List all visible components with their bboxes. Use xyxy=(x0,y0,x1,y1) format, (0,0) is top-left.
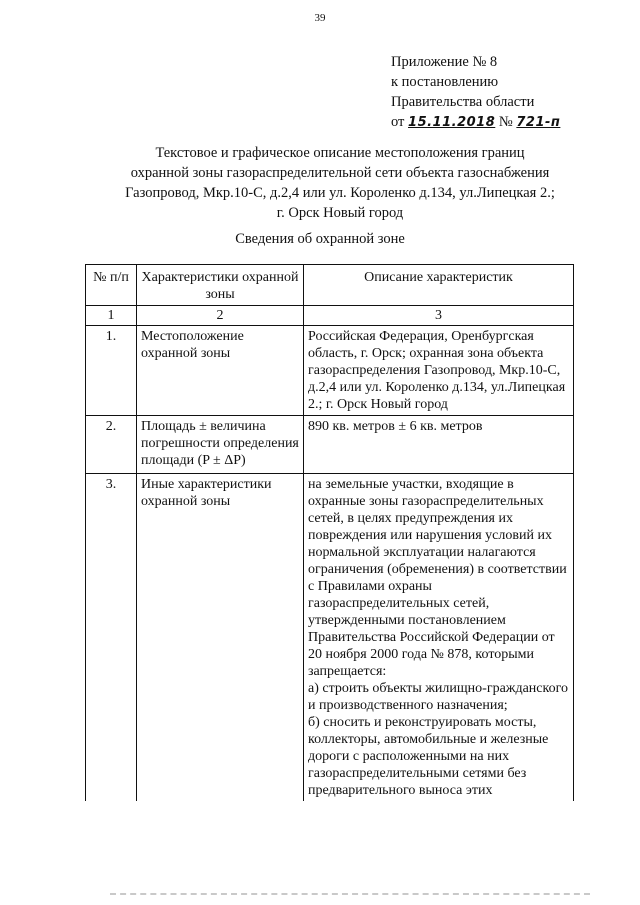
protection-zone-table xyxy=(85,264,574,801)
title-line-4: г. Орск Новый город xyxy=(276,205,404,221)
restriction-item-b: б) сносить и реконструировать мосты, коллекторы, автомобильные и железные дороги с расположенными на них газораспределительными сетями без предварительного выноса этих xyxy=(308,715,549,798)
appendix-government: Правительства области xyxy=(391,94,535,110)
page-number: 39 xyxy=(314,12,326,24)
number-sign: № xyxy=(498,114,513,130)
table-row xyxy=(86,474,574,802)
restriction-item-a: а) строить объекты жилищно-гражданского и производственного назначения; xyxy=(308,681,568,713)
table-row xyxy=(86,326,574,416)
appendix-block xyxy=(391,52,560,133)
table-index-row xyxy=(86,306,574,326)
document-title xyxy=(60,143,620,223)
scan-artifact-line xyxy=(110,893,590,898)
table-row xyxy=(86,416,574,474)
header-characteristics: Характеристики охранной зоны xyxy=(137,265,304,306)
row-description: Российская Федерация, Оренбургская область, г. Орск; охранная зона объекта газораспределения Газопровод, Мкр.10-С, д.2,4 или ул. Короленко д.134, ул.Липецкая 2.; г. Орск Новый город xyxy=(304,326,574,416)
title-line-3: Газопровод, Мкр.10-С, д.2,4 или ул. Короленко д.134, ул.Липецкая 2.; xyxy=(125,185,555,201)
appendix-date-line xyxy=(391,112,560,133)
appendix-title: Приложение № 8 xyxy=(391,54,498,70)
row-description xyxy=(304,474,574,802)
index-cell: 1 xyxy=(86,306,137,326)
title-line-2: охранной зоны газораспределительной сети объекта газоснабжения xyxy=(130,165,550,181)
restrictions-text: на земельные участки, входящие в охранные зоны газораспределительных сетей, в целях предупреждения их повреждения или нарушения условий их нормальной эксплуатации налагаются ограничения (обременения) в соответствии с Правилами охраны газораспределительных сетей, утвержденными постановлением Правительства Российской Федерации от 20 ноября 2000 года № 878, которыми запрещается: xyxy=(308,477,567,679)
index-cell: 2 xyxy=(137,306,304,326)
row-number: 2. xyxy=(86,416,137,474)
row-name: Площадь ± величина погрешности определения площади (P ± ΔP) xyxy=(137,416,304,474)
header-description: Описание характеристик xyxy=(304,265,574,306)
row-name: Местоположение охранной зоны xyxy=(137,326,304,416)
handwritten-date: 15.11.2018 xyxy=(408,115,496,130)
row-description: 890 кв. метров ± 6 кв. метров xyxy=(304,416,574,474)
index-cell: 3 xyxy=(304,306,574,326)
header-number: № п/п xyxy=(86,265,137,306)
table-header-row xyxy=(86,265,574,306)
title-line-1: Текстовое и графическое описание местоположения границ xyxy=(155,145,525,161)
appendix-resolution: к постановлению xyxy=(391,74,499,90)
row-number: 1. xyxy=(86,326,137,416)
from-label: от xyxy=(391,114,405,130)
section-title: Сведения об охранной зоне xyxy=(235,231,405,247)
row-name: Иные характеристики охранной зоны xyxy=(137,474,304,802)
row-number: 3. xyxy=(86,474,137,802)
handwritten-doc-number: 721-п xyxy=(516,115,561,130)
